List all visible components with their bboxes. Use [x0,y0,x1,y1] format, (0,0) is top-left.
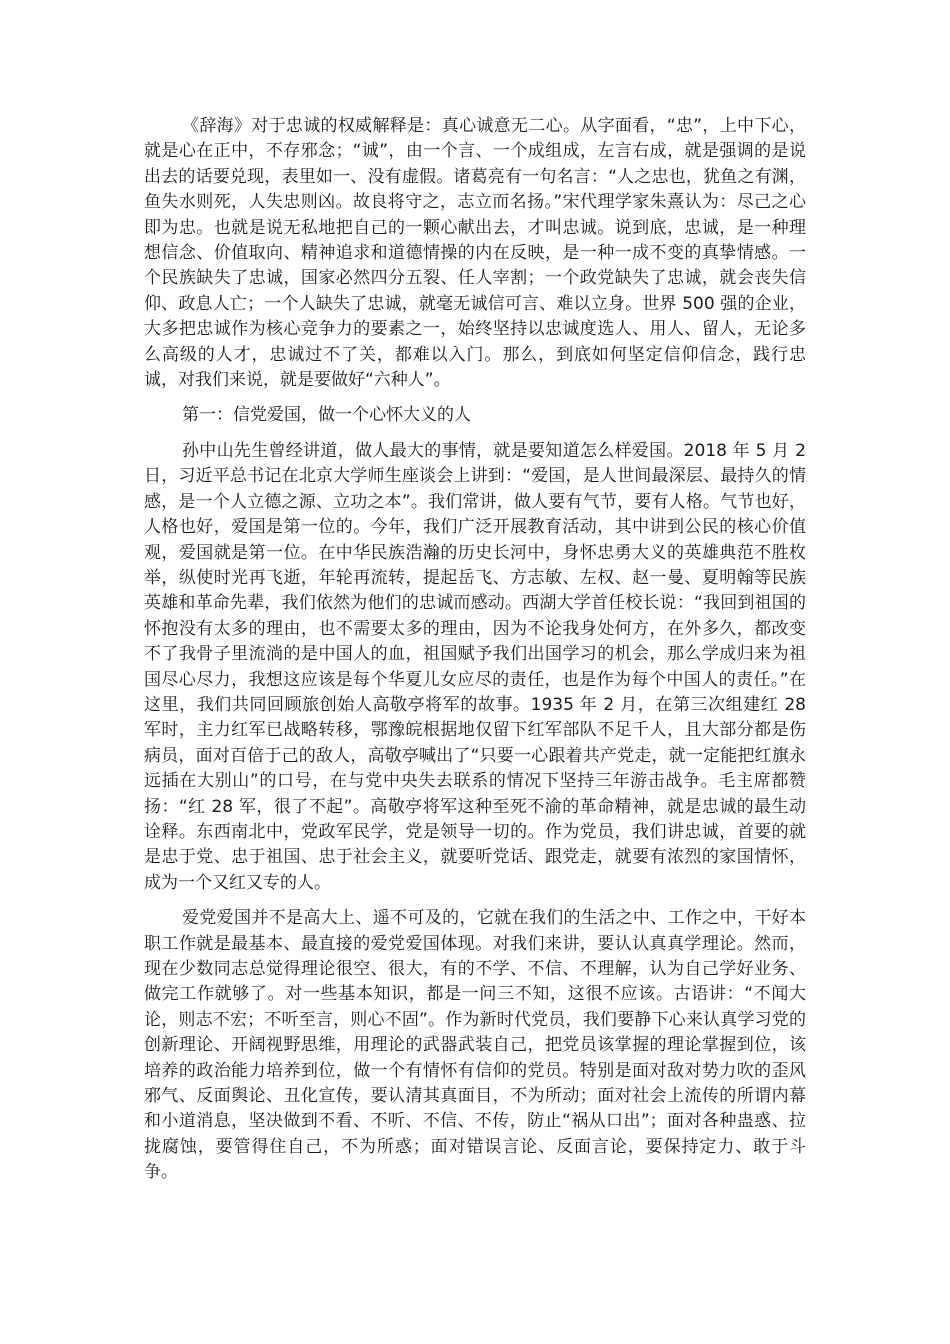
paragraph-patriotism: 孙中山先生曾经讲道，做人最大的事情，就是要知道怎么样爱国。2018 年 5 月 2 日，习近平总书记在北京大学师生座谈会上讲到：“爱国，是人世间最深层、最持久的情感，是一个人立德之源、立功之本”。我们常讲，做人要有气节，要有人格。气节也好，人格也好，爱国是第一位的。今年，我们广泛开展教育活动，其中讲到公民的核心价值观，爱国就是第一位。在中华民族浩瀚的历史长河中，身怀忠勇大义的英雄典范不胜枚举，纵使时光再飞逝，年轮再流转，提起岳飞、方志敏、左权、赵一曼、夏明翰等民族英雄和革命先辈，我们依然为他们的忠诚而感动。西湖大学首任校长说：“我回到祖国的怀抱没有太多的理由，也不需要太多的理由，因为不论我身处何方，在外多久，都改变不了我骨子里流淌的是中国人的血，祖国赋予我们出国学习的机会，那么学成归来为祖国尽心尽力，我想这应该是每个华夏儿女应尽的责任，也是作为每个中国人的责任。”在这里，我们共同回顾旅创始人高敬亭将军的故事。1935 年 2 月，在第三次组建红 28 军时，主力红军已战略转移，鄂豫皖根据地仅留下红军部队不足千人，且大部分都是伤病员，面对百倍于己的敌人，高敬亭喊出了“只要一心跟着共产党走，就一定能把红旗永远插在大别山”的口号，在与党中央失去联系的情况下坚持三年游击战争。毛主席都赞扬：“红 28 军，很了不起”。高敬亭将军这种至死不渝的革命精神，就是忠诚的最生动诠释。东西南北中，党政军民学，党是领导一切的。作为党员，我们讲忠诚，首要的就是忠于党、忠于祖国、忠于社会主义，就要听党话、跟党走，就要有浓烈的家国情怀，成为一个又红又专的人。 [144,440,806,893]
section-heading: 第一：信党爱国，做一个心怀大义的人 [182,405,471,426]
paragraph-intro: 《辞海》对于忠诚的权威解释是：真心诚意无二心。从字面看，“忠”，上中下心，就是心在正中，不存邪念；“诚”，由一个言、一个成组成，左言右成，就是强调的是说出去的话要兑现，表里如一、没有虚假。诸葛亮有一句名言：“人之忠也，犹鱼之有渊，鱼失水则死，人失忠则凶。故良将守之，志立而名扬。”宋代理学家朱熹认为：尽己之心即为忠。也就是说无私地把自己的一颗心献出去，才叫忠诚。说到底，忠诚，是一种理想信念、价值取向、精神追求和道德情操的内在反映，是一种一成不变的真挚情感。一个民族缺失了忠诚，国家必然四分五裂、任人宰割；一个政党缺失了忠诚，就会丧失信仰、政息人亡；一个人缺失了忠诚，就毫无诚信可言、难以立身。世界 500 强的企业，大多把忠诚作为核心竞争力的要素之一，始终坚持以忠诚度选人、用人、留人，无论多么高级的人才，忠诚过不了关，都难以入门。那么，到底如何坚定信仰信念，践行忠诚，对我们来说，就是要做好“六种人”。 [144,116,806,391]
paragraph-practice: 爱党爱国并不是高大上、遥不可及的，它就在我们的生活之中、工作之中，干好本职工作就是最基本、最直接的爱党爱国体现。对我们来讲，要认认真真学理论。然而，现在少数同志总觉得理论很空、很大，有的不学、不信、不理解，认为自己学好业务、做完工作就够了。对一些基本知识，都是一问三不知，这很不应该。古语讲：“不闻大论，则志不宏；不听至言，则心不固”。作为新时代党员，我们要静下心来认真学习党的创新理论、开阔视野思维，用理论的武器武装自己，把党员该掌握的理论掌握到位，该培养的政治能力培养到位，做一个有情怀有信仰的党员。特别是面对敌对势力吹的歪风邪气、反面舆论、丑化宣传，要认清其真面目，不为所动；面对社会上流传的所谓内幕和小道消息，坚决做到不看、不听、不信、不传，防止“祸从口出”；面对各种蛊惑、拉拢腐蚀，要管得住自己，不为所惑；面对错误言论、反面言论，要保持定力、敢于斗争。 [144,908,806,1183]
document-page [144,114,806,1196]
